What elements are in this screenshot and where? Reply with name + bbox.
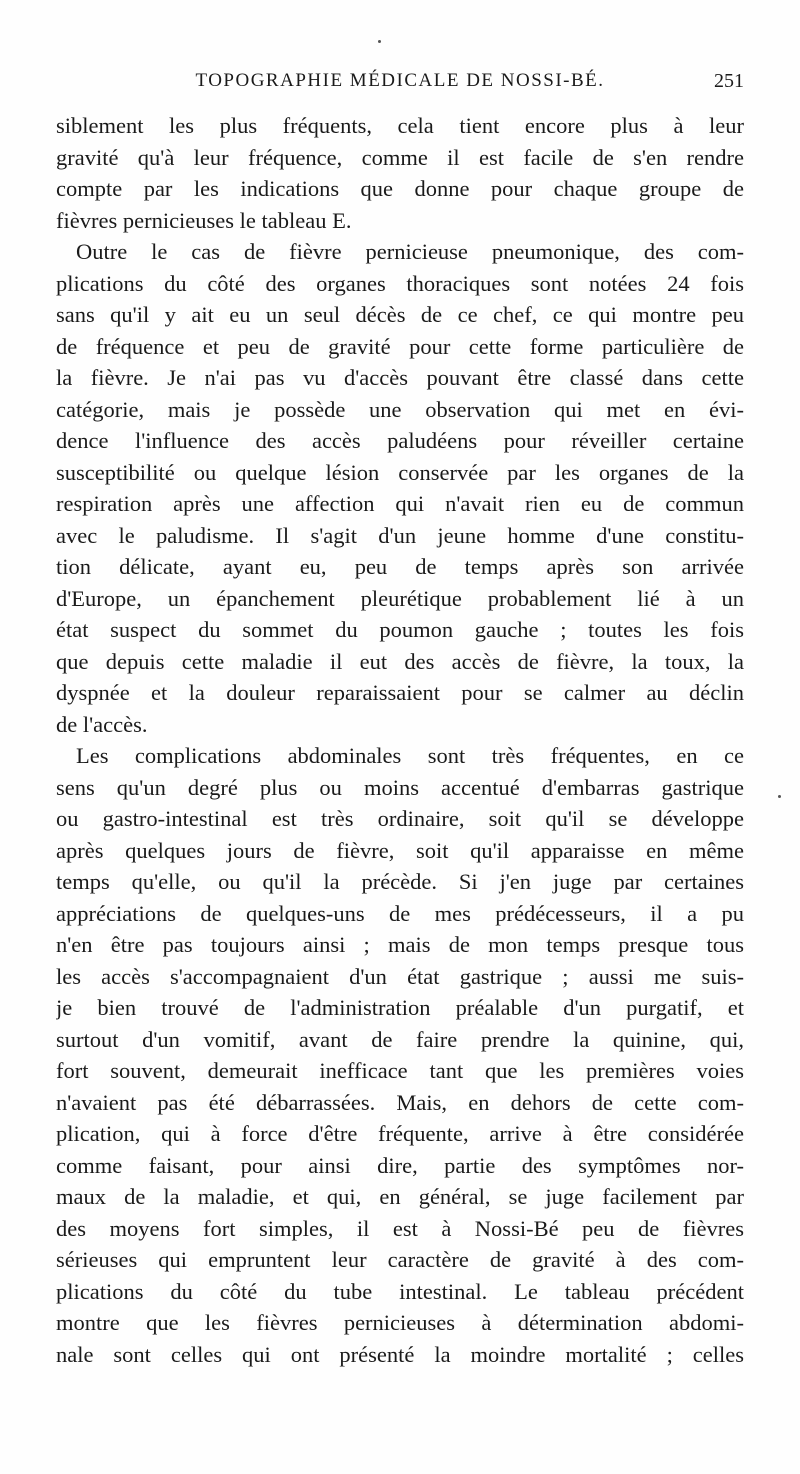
text-line: respiration après une affection qui n'avait rien eu de commun — [56, 491, 744, 516]
text-line: compte par les indications que donne pour chaque groupe de — [56, 176, 744, 201]
text-line: après quelques jours de fièvre, soit qu'il apparaisse en même — [56, 837, 744, 863]
text-line: susceptibilité ou quelque lésion conservée par les organes de la — [56, 459, 744, 485]
text-line: que depuis cette maladie il eut des accès de fièvre, la toux, la — [56, 648, 744, 674]
text-line: d'Europe, un épanchement pleurétique probablement lié à un — [56, 585, 744, 611]
running-title: TOPOGRAPHIE MÉDICALE DE NOSSI-BÉ. — [195, 70, 605, 91]
text-line: plications du côté des organes thoraciques sont notées 24 fois — [56, 270, 744, 296]
body-text — [56, 110, 744, 1370]
text-line: siblement les plus fréquents, cela tient encore plus à leur — [56, 113, 744, 138]
text-line: fièvres pernicieuses le tableau E. — [56, 207, 352, 233]
text-line: maux de la maladie, et qui, en général, se juge facilement par — [56, 1184, 744, 1209]
text-line: la fièvre. Je n'ai pas vu d'accès pouvant être classé dans cette — [56, 365, 744, 390]
paper-speck — [378, 40, 381, 43]
paper-speck — [778, 795, 781, 798]
text-line: comme faisant, pour ainsi dire, partie des symptômes nor- — [56, 1152, 744, 1178]
paragraph-first-line: Les complications abdominales sont très fréquentes, en ce — [76, 743, 744, 768]
text-line: état suspect du sommet du poumon gauche ; toutes les fois — [56, 617, 744, 642]
text-line: n'avaient pas été débarrassées. Mais, en dehors de cette com- — [56, 1089, 744, 1115]
text-line: de fréquence et peu de gravité pour cette forme particulière de — [56, 333, 744, 359]
text-line: de l'accès. — [56, 711, 148, 737]
text-line: plication, qui à force d'être fréquente, arrive à être considérée — [56, 1121, 744, 1146]
text-line: temps qu'elle, ou qu'il la précède. Si j'en juge par certaines — [56, 869, 744, 894]
text-line: je bien trouvé de l'administration préalable d'un purgatif, et — [56, 995, 744, 1020]
text-line: appréciations de quelques-uns de mes prédécesseurs, il a pu — [56, 900, 744, 926]
text-line: fort souvent, demeurait inefficace tant que les premières voies — [56, 1058, 744, 1083]
text-line: montre que les fièvres pernicieuses à détermination abdomi- — [56, 1310, 744, 1335]
text-line: sans qu'il y ait eu un seul décès de ce chef, ce qui montre peu — [56, 302, 744, 327]
text-line: gravité qu'à leur fréquence, comme il est facile de s'en rendre — [56, 144, 744, 170]
text-line: avec le paludisme. Il s'agit d'un jeune homme d'une constitu- — [56, 522, 744, 548]
text-line: dence l'influence des accès paludéens pour réveiller certaine — [56, 428, 744, 453]
text-line: sens qu'un degré plus ou moins accentué d'embarras gastrique — [56, 774, 744, 800]
text-line: ou gastro-intestinal est très ordinaire, soit qu'il se développe — [56, 806, 744, 831]
text-line: des moyens fort simples, il est à Nossi-Bé peu de fièvres — [56, 1215, 744, 1241]
text-line: nale sont celles qui ont présenté la moindre mortalité ; celles — [56, 1341, 744, 1367]
text-line: tion délicate, ayant eu, peu de temps après son arrivée — [56, 554, 744, 579]
page-number: 251 — [714, 70, 744, 92]
running-head — [56, 70, 744, 100]
text-line: dyspnée et la douleur reparaissaient pour se calmer au déclin — [56, 680, 744, 705]
text-line: plications du côté du tube intestinal. Le tableau précédent — [56, 1278, 744, 1304]
text-line: surtout d'un vomitif, avant de faire prendre la quinine, qui, — [56, 1026, 744, 1052]
text-line: n'en être pas toujours ainsi ; mais de mon temps presque tous — [56, 932, 744, 957]
text-line: les accès s'accompagnaient d'un état gastrique ; aussi me suis- — [56, 963, 744, 989]
text-line: catégorie, mais je possède une observation qui met en évi- — [56, 396, 744, 422]
paragraph-first-line: Outre le cas de fièvre pernicieuse pneumonique, des com- — [76, 239, 744, 264]
text-line: sérieuses qui empruntent leur caractère de gravité à des com- — [56, 1247, 744, 1272]
